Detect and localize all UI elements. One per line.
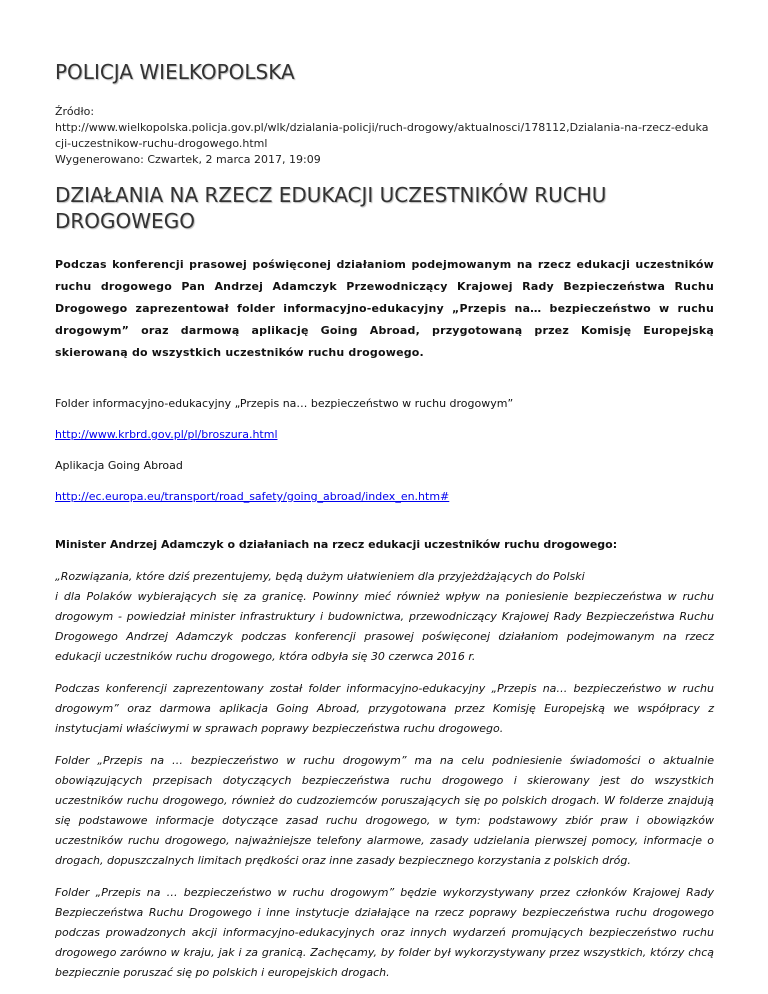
source-label: Źródło:: [55, 105, 95, 118]
section-subheading: Minister Andrzej Adamczyk o działaniach na rzecz edukacji uczestników ruchu drogowego:: [55, 538, 618, 551]
body-paragraph: Folder „Przepis na … bezpieczeństwo w ruchu drogowym” ma na celu podniesienie świadomości o aktualnie obowiązujących przepisach dotyczących bezpieczeństwa ruchu drogowego i skierowany jest do wszystkich uczestników ruchu drogowego, również do cudzoziemców poruszających się po polskich drogach. W folderze znajdują się podstawowe informacje dotyczące zasad ruchu drogowego, w tym: podstawowy zbiór praw i obowiązków uczestników ruchu drogowego, najważniejsze telefony alarmowe, zasady udzielania pierwszej pomocy, informacje o drogach, dopuszczalnych limitach prędkości oraz inne zasady bezpiecznego korzystania z polskich dróg.: [55, 754, 714, 867]
generated-date: Wygenerowano: Czwartek, 2 marca 2017, 19:09: [55, 153, 321, 166]
folder-link[interactable]: http://www.krbrd.gov.pl/pl/broszura.html: [55, 428, 278, 441]
quote-line: i dla Polaków wybierających się za granicę. Powinny mieć również wpływ na poniesienie bezpieczeństwa w ruchu drogowym - powiedział minister infrastruktury i budownictwa, przewodniczący Krajowej Rady Bezpieczeństwa Ruchu Drogowego Andrzej Adamczyk podczas konferencji prasowej poświęconej działaniom podejmowanym na rzecz edukacji uczestników ruchu drogowego, która odbyła się 30 czerwca 2016 r.: [55, 590, 714, 663]
app-link[interactable]: http://ec.europa.eu/transport/road_safety/going_abroad/index_en.htm#: [55, 490, 450, 503]
body-paragraph: Podczas konferencji zaprezentowany został folder informacyjno-edukacyjny „Przepis na… bezpieczeństwo w ruchu drogowym” oraz darmowa aplikacja Going Abroad, przygotowana przez Komisję Europejską we współpracy z instytucjami właściwymi w sprawach poprawy bezpieczeństwa ruchu drogowego.: [55, 682, 714, 735]
source-url: http://www.wielkopolska.policja.gov.pl/wlk/dzialania-policji/ruch-drogowy/aktualnosci/178112,Dzialania-na-rzecz-edukacji-uczestnikow-ruchu-drogowego.html: [55, 121, 709, 150]
article-title: DZIAŁANIA NA RZECZ EDUKACJI UCZESTNIKÓW RUCHU DROGOWEGO: [55, 183, 607, 233]
article-lead: Podczas konferencji prasowej poświęconej działaniom podejmowanym na rzecz edukacji uczestników ruchu drogowego Pan Andrzej Adamczyk Przewodniczący Krajowej Rady Bezpieczeństwa Ruchu Drogowego zaprezentował folder informacyjno-edukacyjny „Przepis na… bezpieczeństwo w ruchu drogowym” oraz darmową aplikację Going Abroad, przygotowaną przez Komisję Europejską skierowaną do wszystkich uczestników ruchu drogowego.: [55, 258, 714, 359]
folder-label: Folder informacyjno-edukacyjny „Przepis na… bezpieczeństwo w ruchu drogowym”: [55, 397, 514, 410]
quote-paragraph: [55, 567, 714, 667]
document-meta: [55, 104, 714, 168]
app-label: Aplikacja Going Abroad: [55, 459, 183, 472]
site-title: POLICJA WIELKOPOLSKA: [55, 60, 295, 84]
quote-line: „Rozwiązania, które dziś prezentujemy, będą dużym ułatwieniem dla przyjeżdżających do Polski: [55, 570, 585, 583]
body-paragraph: Folder „Przepis na … bezpieczeństwo w ruchu drogowym” będzie wykorzystywany przez członków Krajowej Rady Bezpieczeństwa Ruchu Drogowego i inne instytucje działające na rzecz poprawy bezpieczeństwa ruchu drogowego podczas prowadzonych akcji informacyjno-edukacyjnych oraz innych wydarzeń promujących bezpieczeństwo ruchu drogowego zarówno w kraju, jak i za granicą. Zachęcamy, by folder był wykorzystywany przez wszystkich, którzy chcą bezpiecznie poruszać się po polskich i europejskich drogach.: [55, 886, 714, 979]
